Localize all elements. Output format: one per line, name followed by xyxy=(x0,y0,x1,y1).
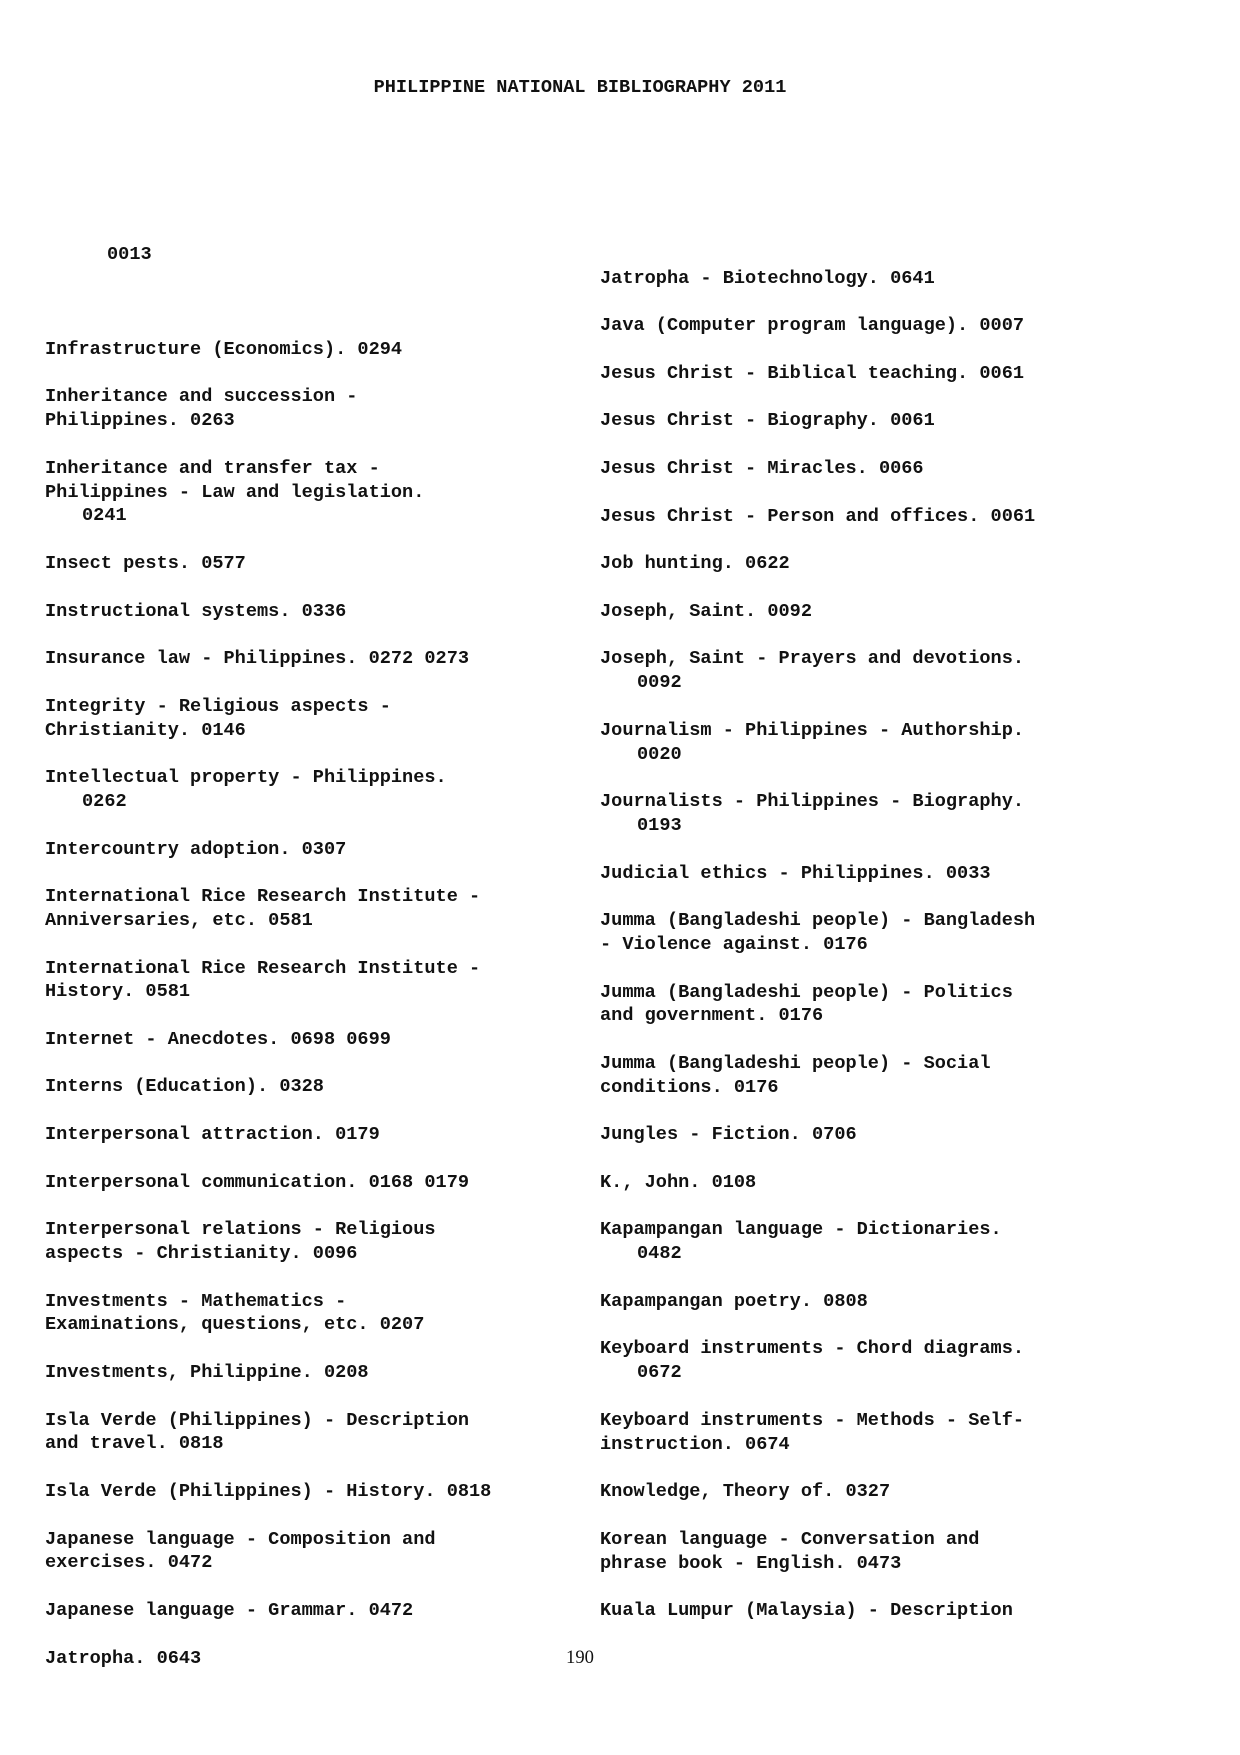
index-entry xyxy=(45,1218,585,1266)
index-entry xyxy=(600,1480,1140,1504)
entry-heading: Japanese language - Composition and xyxy=(45,1528,436,1550)
index-entry xyxy=(600,505,1140,529)
entry-continuation: 0672 xyxy=(637,1362,682,1384)
entry-continuation: History. 0581 xyxy=(45,981,191,1003)
entry-heading: Korean language - Conversation and xyxy=(600,1528,980,1550)
entry-heading: Kapampangan language - Dictionaries. xyxy=(600,1219,1002,1241)
entry-heading: International Rice Research Institute - xyxy=(45,957,481,979)
index-entry xyxy=(600,909,1140,957)
entry-continuation: 0482 xyxy=(637,1243,682,1265)
entry-heading: Internet - Anecdotes. 0698 0699 xyxy=(45,1028,391,1050)
index-entry xyxy=(45,957,585,1005)
index-entry xyxy=(600,862,1140,886)
entry-continuation: 0241 xyxy=(82,505,127,527)
entry-continuation: 0262 xyxy=(82,790,127,812)
entry-continuation: Anniversaries, etc. 0581 xyxy=(45,909,313,931)
entry-heading: Intercountry adoption. 0307 xyxy=(45,838,347,860)
entry-heading: Investments, Philippine. 0208 xyxy=(45,1362,369,1384)
index-entry xyxy=(600,1409,1140,1457)
entry-heading: Insect pests. 0577 xyxy=(45,552,246,574)
entry-continuation: aspects - Christianity. 0096 xyxy=(45,1243,358,1265)
index-entry xyxy=(45,647,585,671)
entry-continuation: Philippines. 0263 xyxy=(45,410,235,432)
index-entry xyxy=(600,552,1140,576)
entry-heading: Intellectual property - Philippines. xyxy=(45,767,447,789)
entry-continuation: 0020 xyxy=(637,743,682,765)
index-entry xyxy=(45,552,585,576)
entry-continuation: 0193 xyxy=(637,814,682,836)
index-entry xyxy=(600,1171,1140,1195)
index-column-right xyxy=(600,219,1140,1671)
entry-heading: Judicial ethics - Philippines. 0033 xyxy=(600,862,991,884)
index-entry xyxy=(600,600,1140,624)
index-entry xyxy=(45,600,585,624)
index-entry xyxy=(45,385,585,433)
entry-heading: Integrity - Religious aspects - xyxy=(45,695,391,717)
entry-heading: Keyboard instruments - Methods - Self- xyxy=(600,1409,1025,1431)
index-entry xyxy=(600,790,1140,838)
index-entry xyxy=(45,1599,585,1623)
entry-continuation: and travel. 0818 xyxy=(45,1433,224,1455)
index-entry xyxy=(600,1337,1140,1385)
entry-continuation: Christianity. 0146 xyxy=(45,719,246,741)
entry-continuation: and government. 0176 xyxy=(600,1005,824,1027)
entry-continuation: conditions. 0176 xyxy=(600,1076,779,1098)
index-entry xyxy=(600,362,1140,386)
page-number: 190 xyxy=(566,1647,594,1668)
entry-heading: Jesus Christ - Biblical teaching. 0061 xyxy=(600,362,1025,384)
index-column-left xyxy=(45,195,585,1718)
index-entry xyxy=(600,457,1140,481)
index-entry xyxy=(600,647,1140,695)
index-entry xyxy=(45,457,585,528)
index-entry xyxy=(45,1075,585,1099)
left-entry-list xyxy=(45,338,585,1671)
index-entry xyxy=(600,1599,1140,1623)
index-entry xyxy=(45,1528,585,1576)
entry-heading: K., John. 0108 xyxy=(600,1171,757,1193)
entry-heading: Journalists - Philippines - Biography. xyxy=(600,791,1025,813)
index-entry xyxy=(45,1290,585,1338)
entry-heading: Instructional systems. 0336 xyxy=(45,600,347,622)
entry-heading: Journalism - Philippines - Authorship. xyxy=(600,719,1025,741)
entry-continuation: exercises. 0472 xyxy=(45,1552,213,1574)
entry-heading: Joseph, Saint - Prayers and devotions. xyxy=(600,648,1025,670)
entry-heading: Job hunting. 0622 xyxy=(600,553,790,575)
entry-heading: Infrastructure (Economics). 0294 xyxy=(45,338,403,360)
page-title: PHILIPPINE NATIONAL BIBLIOGRAPHY 2011 xyxy=(373,77,787,98)
entry-heading: Kapampangan poetry. 0808 xyxy=(600,1290,868,1312)
entry-heading: Japanese language - Grammar. 0472 xyxy=(45,1600,414,1622)
entry-heading: Java (Computer program language). 0007 xyxy=(600,315,1025,337)
index-entry xyxy=(600,1052,1140,1100)
index-entry xyxy=(45,885,585,933)
entry-continuation: instruction. 0674 xyxy=(600,1433,790,1455)
index-entry xyxy=(45,838,585,862)
index-entry xyxy=(45,1171,585,1195)
index-entry xyxy=(600,1123,1140,1147)
entry-heading: Interpersonal attraction. 0179 xyxy=(45,1124,380,1146)
entry-heading: Investments - Mathematics - xyxy=(45,1290,347,1312)
entry-continuation: - Violence against. 0176 xyxy=(600,933,868,955)
entry-heading: Interpersonal relations - Religious xyxy=(45,1219,436,1241)
entry-heading: Interpersonal communication. 0168 0179 xyxy=(45,1171,470,1193)
entry-heading: Inheritance and transfer tax - xyxy=(45,457,380,479)
index-entry xyxy=(600,981,1140,1029)
index-entry xyxy=(600,1218,1140,1266)
entry-heading: Interns (Education). 0328 xyxy=(45,1076,324,1098)
index-entry xyxy=(600,1290,1140,1314)
index-entry xyxy=(600,1528,1140,1576)
entry-continuation: 0092 xyxy=(637,672,682,694)
index-entry xyxy=(600,267,1140,291)
entry-heading: Jumma (Bangladeshi people) - Bangladesh xyxy=(600,910,1036,932)
entry-heading: Jatropha - Biotechnology. 0641 xyxy=(600,267,935,289)
entry-heading: Joseph, Saint. 0092 xyxy=(600,600,813,622)
entry-continuation: phrase book - English. 0473 xyxy=(600,1552,902,1574)
index-entry xyxy=(600,409,1140,433)
entry-continuation: Examinations, questions, etc. 0207 xyxy=(45,1314,425,1336)
index-entry xyxy=(600,314,1140,338)
entry-heading: Isla Verde (Philippines) - History. 0818 xyxy=(45,1481,492,1503)
entry-heading: Jesus Christ - Person and offices. 0061 xyxy=(600,505,1036,527)
entry-heading: Jungles - Fiction. 0706 xyxy=(600,1124,857,1146)
entry-heading: Isla Verde (Philippines) - Description xyxy=(45,1409,470,1431)
carryover-number: 0013 xyxy=(107,243,152,265)
entry-heading: Keyboard instruments - Chord diagrams. xyxy=(600,1338,1025,1360)
index-entry xyxy=(45,1361,585,1385)
entry-heading: Jesus Christ - Biography. 0061 xyxy=(600,410,935,432)
entry-heading: International Rice Research Institute - xyxy=(45,886,481,908)
entry-heading: Inheritance and succession - xyxy=(45,386,358,408)
entry-heading: Knowledge, Theory of. 0327 xyxy=(600,1481,891,1503)
index-entry xyxy=(45,1480,585,1504)
entry-heading: Kuala Lumpur (Malaysia) - Description xyxy=(600,1600,1013,1622)
entry-heading: Jesus Christ - Miracles. 0066 xyxy=(600,457,924,479)
index-entry xyxy=(45,1123,585,1147)
entry-heading: Jatropha. 0643 xyxy=(45,1647,202,1669)
index-entry xyxy=(45,1028,585,1052)
index-entry xyxy=(45,695,585,743)
entry-heading: Jumma (Bangladeshi people) - Social xyxy=(600,1052,991,1074)
index-entry xyxy=(45,1409,585,1457)
entry-heading: Insurance law - Philippines. 0272 0273 xyxy=(45,648,470,670)
right-entry-list xyxy=(600,267,1140,1623)
index-entry xyxy=(45,766,585,814)
entry-heading: Jumma (Bangladeshi people) - Politics xyxy=(600,981,1013,1003)
index-entry xyxy=(600,719,1140,767)
index-entry xyxy=(45,338,585,362)
entry-continuation: Philippines - Law and legislation. xyxy=(45,481,425,503)
